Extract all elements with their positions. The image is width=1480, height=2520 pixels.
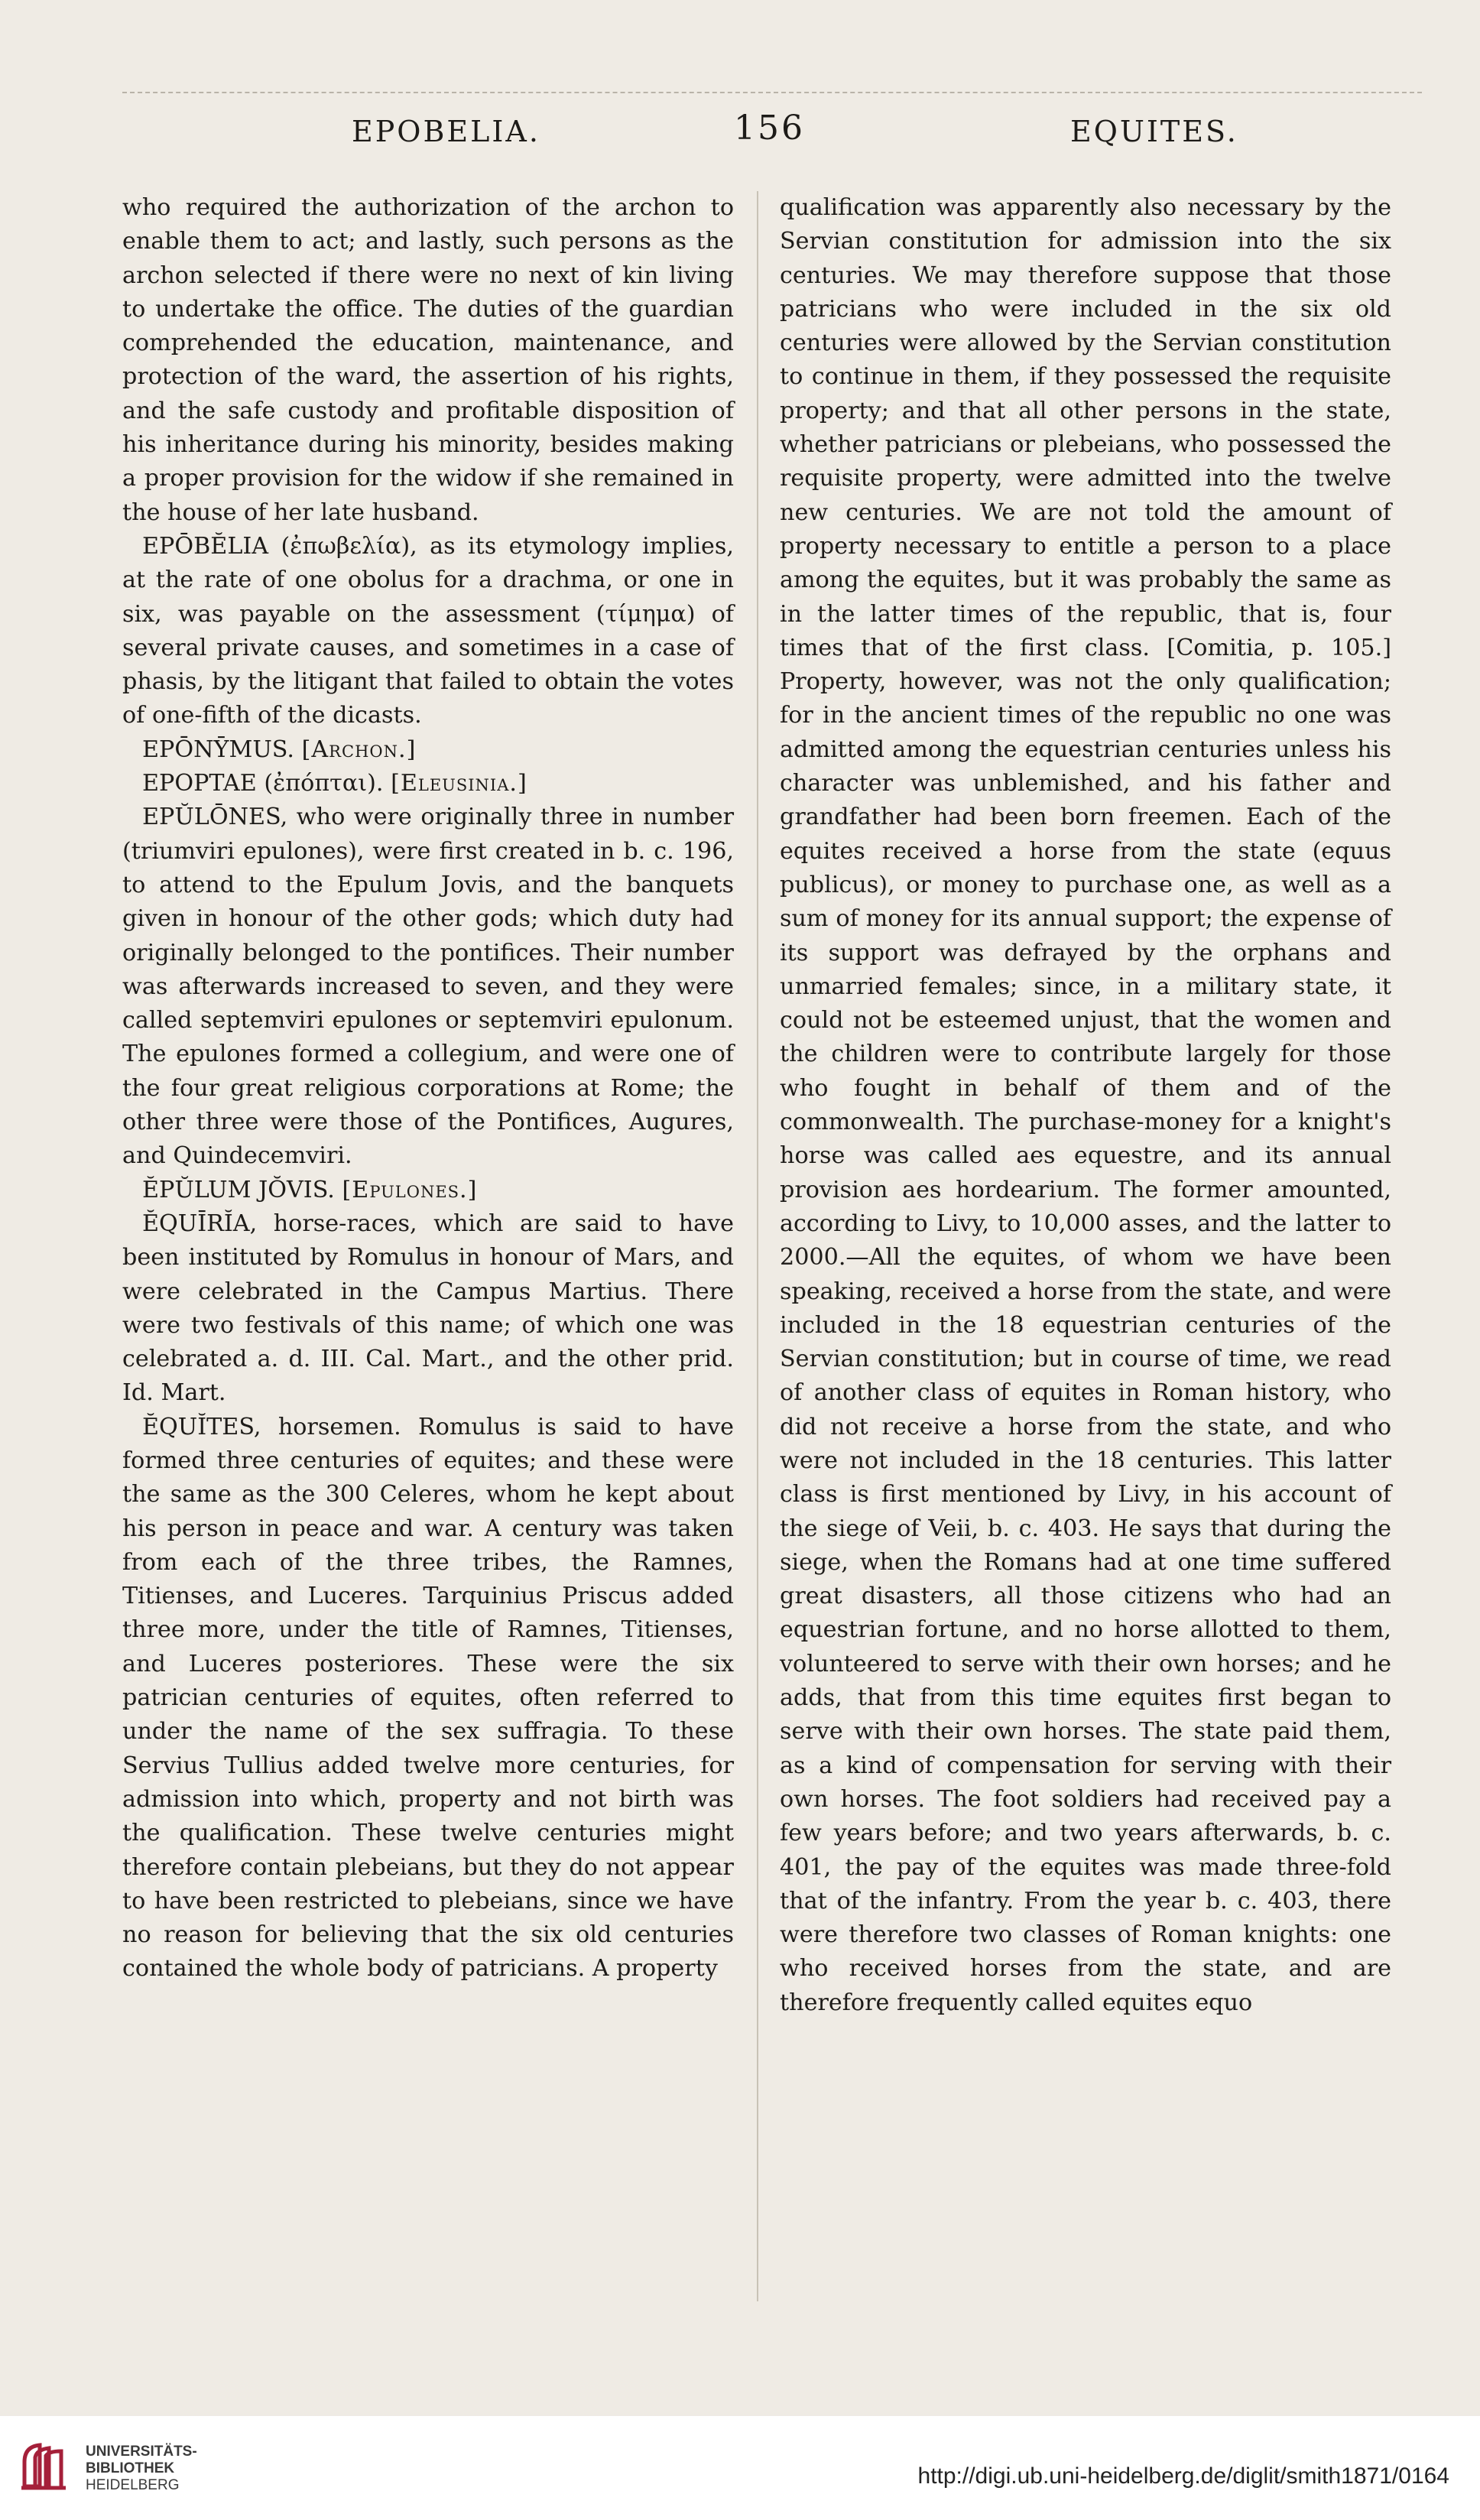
header-left-word: EPOBELIA. bbox=[352, 115, 540, 148]
page-number: 156 bbox=[734, 109, 805, 148]
permalink-url[interactable]: http://digi.ub.uni-heidelberg.de/diglit/smith1871/0164 bbox=[917, 2463, 1449, 2489]
entry-headword: ĔQUĬTES, bbox=[142, 1413, 261, 1440]
library-name bbox=[86, 2444, 197, 2494]
library-footer bbox=[0, 2416, 1480, 2520]
library-name-line-1: UNIVERSITÄTS- bbox=[86, 2444, 197, 2460]
column-divider bbox=[757, 191, 758, 2301]
entry-text: (ἐπωβελία), as its etymology implies, at the rate of one obolus for a drachma, or one in six, was payable on the assessment (τίμημα) of several private causes, and sometimes in a case of phasis, by the litigant that failed to obtain the votes of one-fifth of the dicasts. bbox=[122, 532, 734, 729]
heidelberg-library-logo-icon bbox=[18, 2439, 72, 2492]
entry-headword: EPŌBĔLIA bbox=[142, 532, 269, 560]
entry-eponymus bbox=[122, 733, 734, 767]
text-columns bbox=[122, 191, 1422, 2332]
entry-text: horsemen. Romulus is said to have formed three centuries of equites; and these were the same as the 300 Celeres, whom he kept about his person in peace and war. A century was taken from each of the three tribes, the Ramnes, Titienses, and Luceres. Tarquinius Priscus added three more, under the title of Ramnes, Titienses, and Luceres posteriores. These were the six patrician centuries of equites, often referred to under the name of the sex suffragia. To these Servius Tullius added twelve more centuries, for admission into which, property and not birth was the qualification. These twelve centuries might therefore contain plebeians, but they do not appear to have been restricted to plebeians, since we have no reason for believing that the six old centuries contained the whole body of patricians. A property bbox=[122, 1413, 734, 1983]
entry-greek: (ἐπόπται). bbox=[256, 770, 391, 797]
entry-headword: EPŌNȲMUS. bbox=[142, 736, 294, 763]
library-name-line-3: HEIDELBERG bbox=[86, 2477, 180, 2493]
right-column bbox=[780, 191, 1391, 2020]
library-name-line-2: BIBLIOTHEK bbox=[86, 2460, 175, 2476]
cross-reference-link[interactable]: [Eleusinia.] bbox=[391, 770, 527, 797]
entry-headword: ĔQUĪRĬA, bbox=[142, 1210, 258, 1237]
entry-headword: EPŬLŌNES, bbox=[142, 804, 288, 831]
entry-epulum-jovis bbox=[122, 1174, 734, 1207]
entry-headword: EPOPTAE bbox=[142, 770, 257, 797]
entry-equiria bbox=[122, 1207, 734, 1411]
entry-epobelia bbox=[122, 530, 734, 733]
entry-text: who were originally three in number (triumviri epulones), were first created in b. c. 196, to attend to the Epulum Jovis, and the banquets given in honour of the other gods; which duty had originally belonged to the pontifices. Their number was afterwards increased to seven, and they were called septemviri epulones or septemviri epulonum. The epulones formed a collegium, and were one of the four great religious corporations at Rome; the other three were those of the Pontifices, Augures, and Quindecemviri. bbox=[122, 804, 734, 1170]
cross-reference-link[interactable]: [Epulones.] bbox=[342, 1176, 478, 1203]
header-rule bbox=[122, 92, 1422, 93]
entry-epulones bbox=[122, 800, 734, 1173]
entry-epoptae bbox=[122, 767, 734, 800]
header-right-word: EQUITES. bbox=[1070, 115, 1238, 148]
cross-reference-link[interactable]: [Archon.] bbox=[301, 736, 417, 763]
left-column bbox=[122, 191, 734, 1986]
entry-headword: ĔPŬLUM JŎVIS. bbox=[142, 1176, 335, 1203]
entry-text: horse-races, which are said to have been instituted by Romulus in honour of Mars, and were celebrated in the Campus Martius. There were two festivals of this name; of which one was celebrated a. d. III. Cal. Mart., and the other prid. Id. Mart. bbox=[122, 1210, 734, 1407]
running-header bbox=[122, 98, 1422, 159]
entry-equites bbox=[122, 1411, 734, 1986]
paragraph-guardian-continued: who required the authorization of the archon to enable them to act; and lastly, such persons as the archon selected if there were no next of kin living to undertake the office. The duties of the guardian comprehended the education, maintenance, and protection of the ward, the assertion of his rights, and the safe custody and profitable disposition of his inheritance during his minority, besides making a proper provision for the widow if she remained in the house of her late husband. bbox=[122, 194, 734, 526]
paragraph-equites-continued: qualification was apparently also necessary by the Servian constitution for admission into the six centuries. We may therefore suppose that those patricians who were included in the six old centuries were allowed by the Servian constitution to continue in them, if they possessed the requisite property; and that all other persons in the state, whether patricians or plebeians, who possessed the requisite property, were admitted into the twelve new centuries. We are not told the amount of property necessary to entitle a person to a place among the equites, but it was probably the same as in the latter times of the republic, that is, four times that of the first class. [Comitia, p. 105.] Property, however, was not the only qualification; for in the ancient times of the republic no one was admitted among the equestrian centuries unless his character was unblemished, and his father and grandfather had been born freemen. Each of the equites received a horse from the state (equus publicus), or money to purchase one, as well as a sum of money for its annual support; the expense of its support was defrayed by the orphans and unmarried females; since, in a military state, it could not be esteemed unjust, that the women and the children were to contribute largely for those who fought in behalf of them and of the commonwealth. The purchase-money for a knight's horse was called aes equestre, and its annual provision aes hordearium. The former amounted, according to Livy, to 10,000 asses, and the latter to 2000.—All the equites, of whom we have been speaking, received a horse from the state, and were included in the 18 equestrian centuries of the Servian constitution; but in course of time, we read of another class of equites in Roman history, who did not receive a horse from the state, and who were not included in the 18 centuries. This latter class is first mentioned by Livy, in his account of the siege of Veii, b. c. 403. He says that during the siege, when the Romans had at one time suffered great disasters, all those citizens who had an equestrian fortune, and no horse allotted to them, volunteered to serve with their own horses; and he adds, that from this time equites first began to serve with their own horses. The state paid them, as a kind of compensation for serving with their own horses. The foot soldiers had received pay a few years before; and two years afterwards, b. c. 401, the pay of the equites was made three-fold that of the infantry. From the year b. c. 403, there were therefore two classes of Roman knights: one who received horses from the state, and are therefore frequently called equites equo bbox=[780, 194, 1391, 2016]
